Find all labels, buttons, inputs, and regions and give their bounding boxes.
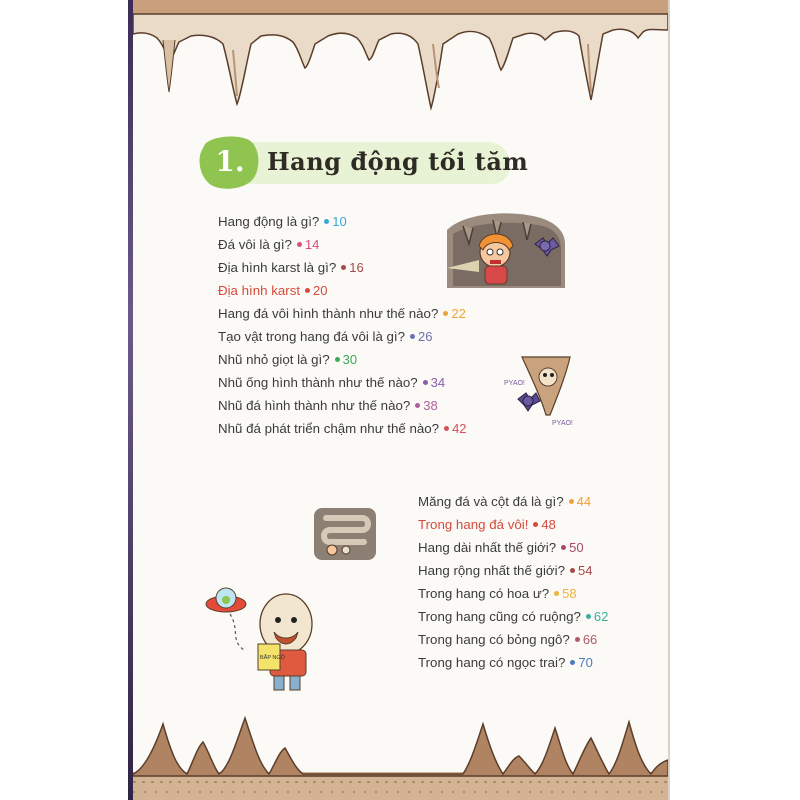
- bullet-dot-icon: [410, 334, 415, 339]
- bullet-dot-icon: [570, 568, 575, 573]
- toc-item-title: Nhũ đá hình thành như thế nào?: [218, 398, 411, 413]
- toc-item: [218, 256, 467, 279]
- bat-sound-left: PYAO!: [504, 380, 525, 387]
- toc-item: [418, 582, 608, 605]
- bat-sound-right: PYAO!: [552, 420, 573, 427]
- bullet-dot-icon: [443, 311, 448, 316]
- toc-item-page: 34: [430, 375, 446, 390]
- toc-item: [418, 628, 608, 651]
- toc-list-2: [418, 490, 608, 674]
- toc-item-title: Hang động là gì?: [218, 214, 320, 229]
- bullet-dot-icon: [324, 219, 329, 224]
- bullet-dot-icon: [533, 522, 538, 527]
- toc-item-title: Trong hang đá vôi!: [418, 517, 529, 532]
- toc-item-page: 66: [582, 632, 598, 647]
- toc-item: [218, 394, 467, 417]
- toc-item: [418, 490, 608, 513]
- bullet-dot-icon: [305, 288, 310, 293]
- toc-item: [218, 417, 467, 440]
- toc-item: [218, 371, 467, 394]
- bullet-dot-icon: [569, 499, 574, 504]
- toc-item-page: 42: [452, 421, 467, 436]
- toc-item-title: Trong hang có bỏng ngô?: [418, 632, 570, 647]
- bullet-dot-icon: [415, 403, 420, 408]
- toc-item-page: 70: [578, 655, 593, 670]
- bullet-dot-icon: [423, 380, 428, 385]
- bullet-dot-icon: [575, 637, 580, 642]
- toc-item-title: Đá vôi là gì?: [218, 237, 292, 252]
- toc-item-title: Địa hình karst là gì?: [218, 260, 337, 275]
- toc-item-page: 26: [418, 329, 433, 344]
- toc-item-page: 10: [332, 214, 347, 229]
- toc-item: [218, 210, 467, 233]
- egg-character-illustration: [200, 580, 325, 695]
- winding-cave-illustration: [312, 506, 378, 562]
- toc-item-title: Trong hang có hoa ư?: [418, 586, 550, 601]
- toc-item-title: Hang rộng nhất thế giới?: [418, 563, 565, 578]
- bullet-dot-icon: [297, 242, 302, 247]
- book-label: BẮP NGÔ: [260, 655, 285, 661]
- toc-item-title: Nhũ nhỏ giọt là gì?: [218, 352, 330, 367]
- toc-item-page: 20: [313, 283, 328, 298]
- toc-item-page: 54: [577, 563, 593, 578]
- toc-list-1: [218, 210, 467, 440]
- toc-item: [218, 302, 467, 325]
- bullet-dot-icon: [335, 357, 340, 362]
- toc-item: [218, 325, 467, 348]
- chapter-number: 1.: [215, 145, 245, 178]
- stalactite-bat-illustration: [500, 355, 585, 430]
- toc-item-page: 14: [304, 237, 320, 252]
- toc-item-title: Hang dài nhất thế giới?: [418, 540, 557, 555]
- toc-item: [418, 559, 608, 582]
- toc-item: [218, 348, 467, 371]
- toc-item: [418, 605, 608, 628]
- toc-item-title: Địa hình karst: [218, 283, 301, 298]
- toc-item-page: 44: [576, 494, 592, 509]
- stalactite-border-top: [133, 0, 668, 120]
- toc-item-title: Trong hang cũng có ruộng?: [418, 609, 581, 624]
- toc-item-page: 62: [593, 609, 609, 624]
- toc-item-title: Nhũ đá phát triển chậm như thế nào?: [218, 421, 440, 436]
- toc-item: [418, 513, 608, 536]
- toc-item-page: 48: [541, 517, 556, 532]
- toc-item-page: 22: [451, 306, 466, 321]
- toc-item-page: 50: [569, 540, 584, 555]
- toc-item-title: Tạo vật trong hang đá vôi là gì?: [218, 329, 406, 344]
- chapter-title: Hang động tối tăm: [267, 147, 529, 176]
- toc-item-page: 16: [349, 260, 364, 275]
- bullet-dot-icon: [341, 265, 346, 270]
- cave-girl-illustration: [443, 210, 568, 290]
- toc-item: [418, 536, 608, 559]
- bullet-dot-icon: [444, 426, 449, 431]
- toc-item: [418, 651, 608, 674]
- toc-item-title: Trong hang có ngọc trai?: [418, 655, 566, 670]
- toc-item: [218, 233, 467, 256]
- page-edge: [668, 0, 670, 800]
- toc-item-page: 30: [342, 352, 358, 367]
- bullet-dot-icon: [570, 660, 575, 665]
- toc-item-page: 58: [562, 586, 577, 601]
- stalagmite-border-bottom: [133, 712, 668, 800]
- bullet-dot-icon: [554, 591, 559, 596]
- bullet-dot-icon: [561, 545, 566, 550]
- bullet-dot-icon: [586, 614, 591, 619]
- toc-item-title: Măng đá và cột đá là gì?: [418, 494, 564, 509]
- toc-item-title: Hang đá vôi hình thành như thế nào?: [218, 306, 439, 321]
- toc-item: [218, 279, 467, 302]
- toc-item-title: Nhũ ống hình thành như thế nào?: [218, 375, 418, 390]
- toc-item-page: 38: [423, 398, 438, 413]
